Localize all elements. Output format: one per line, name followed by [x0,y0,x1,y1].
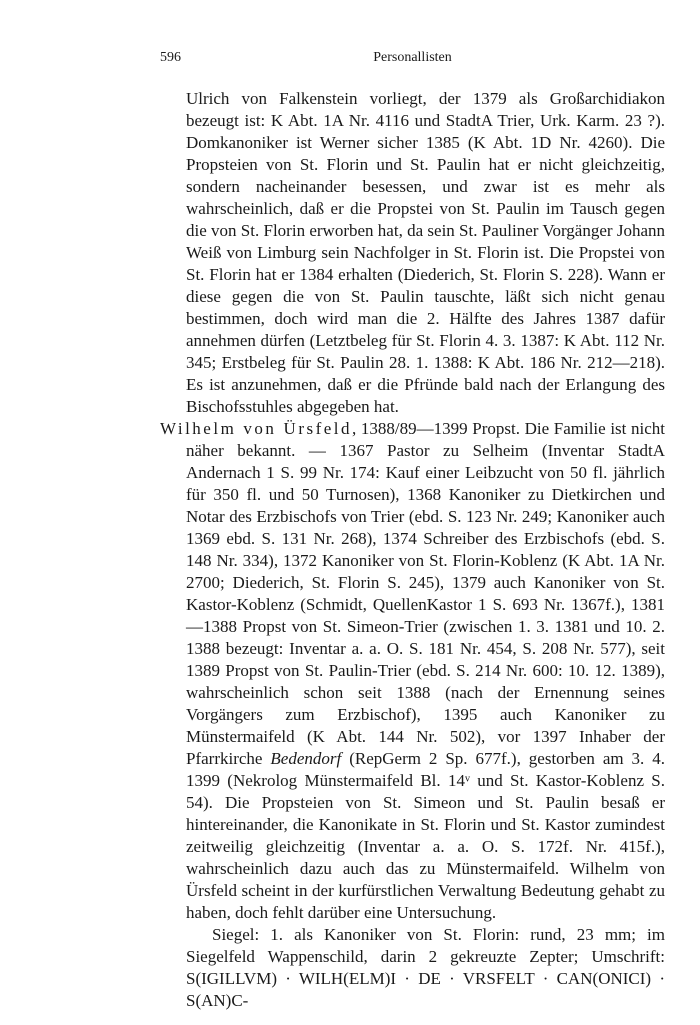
running-title: Personallisten [373,50,452,65]
person-name: Wilhelm von Ürsfeld [160,419,353,438]
entry-wilhelm-von-uersfeld [160,418,665,924]
page-number: 596 [160,50,181,65]
page-header [160,50,665,70]
paragraph-continuation: Ulrich von Falkenstein vorliegt, der 1379 als Großarchidiakon bezeugt ist: K Abt. 1A Nr. 4116 und StadtA Trier, Urk. Karm. 23 ?). Domkanoniker ist Werner sicher 1385 (K Abt. 1D Nr. 4260). Die Propsteien von St. Florin und St. Paulin hat er nicht gleichzeitig, sondern nacheinander besessen, und zwar ist es mehr als wahrscheinlich, daß er die Propstei von St. Paulin im Tausch gegen die von St. Florin erworben hat, da sein St. Pauliner Vorgänger Johann Weiß von Limburg sein Nachfolger in St. Florin ist. Die Propstei von St. Florin hat er 1384 erhalten (Diederich, St. Florin S. 228). Wann er diese gegen die von St. Paulin tauschte, läßt sich nicht genau bestimmen, doch wird man die 2. Hälfte des Jahres 1387 dafür annehmen dürfen (Letztbeleg für St. Florin 4. 3. 1387: K Abt. 112 Nr. 345; Erstbeleg für St. Paulin 28. 1. 1388: K Abt. 186 Nr. 212—218). Es ist anzunehmen, daß er die Pfründe bald nach der Erlangung des Bischofsstuhles abgegeben hat. [186,89,665,416]
church-name: Bedendorf [270,749,342,768]
entry-text-part-2: (RepGerm 2 Sp. 677f.), gestorben am 3. 4. 1399 (Nekrolog Münstermaifeld Bl. 14ᵛ und St. Kastor-Koblenz S. 54). Die Propsteien von St. Simeon und St. Paulin besaß er hintereinander, die Kanonikate in St. Florin und St. Kastor zumindest zeitweilig gleichzeitig (Inventar a. a. O. S. 172f. Nr. 415f.), wahrscheinlich dazu auch das zu Münstermaifeld. Wilhelm von Ürsfeld scheint in der kurfürstlichen Verwaltung Bedeutung gehabt zu haben, doch fehlt darüber eine Untersuchung. [186,749,665,922]
entry-text-part-1: , 1388/89—1399 Propst. Die Familie ist nicht näher bekannt. — 1367 Pastor zu Selheim (Inventar StadtA Andernach 1 S. 99 Nr. 174: Kauf einer Leibzucht von 50 fl. jährlich für 350 fl. und 50 Turnosen), 1368 Kanoniker zu Dietkirchen und Notar des Erzbischofs von Trier (ebd. S. 123 Nr. 249; Kanoniker auch 1369 ebd. S. 131 Nr. 268), 1374 Schreiber des Erzbischofs (ebd. S. 148 Nr. 334), 1372 Kanoniker von St. Florin-Koblenz (K Abt. 1A Nr. 2700; Diederich, St. Florin S. 245), 1379 auch Kanoniker von St. Kastor-Koblenz (Schmidt, QuellenKastor 1 S. 693 Nr. 1367f.), 1381—1388 Propst von St. Simeon-Trier (zwischen 1. 3. 1381 und 10. 2. 1388 bezeugt: Inventar a. a. O. S. 181 Nr. 454, S. 208 Nr. 577), seit 1389 Propst von St. Paulin-Trier (ebd. S. 214 Nr. 600: 10. 12. 1389), wahrscheinlich schon seit 1388 (nach der Ernennung seines Vorgängers zum Erzbischof), 1395 auch Kanoniker zu Münstermaifeld (K Abt. 144 Nr. 502), vor 1397 Inhaber der Pfarrkirche [186,419,665,768]
seal-paragraph: Siegel: 1. als Kanoniker von St. Florin: rund, 23 mm; im Siegelfeld Wappenschild, darin 2 gekreuzte Zepter; Umschrift: S(IGILLVM) · WILH(ELM)I · DE · VRSFELT · CAN(ONICI) · S(AN)C- [186,925,665,1010]
body-text [160,88,665,1012]
